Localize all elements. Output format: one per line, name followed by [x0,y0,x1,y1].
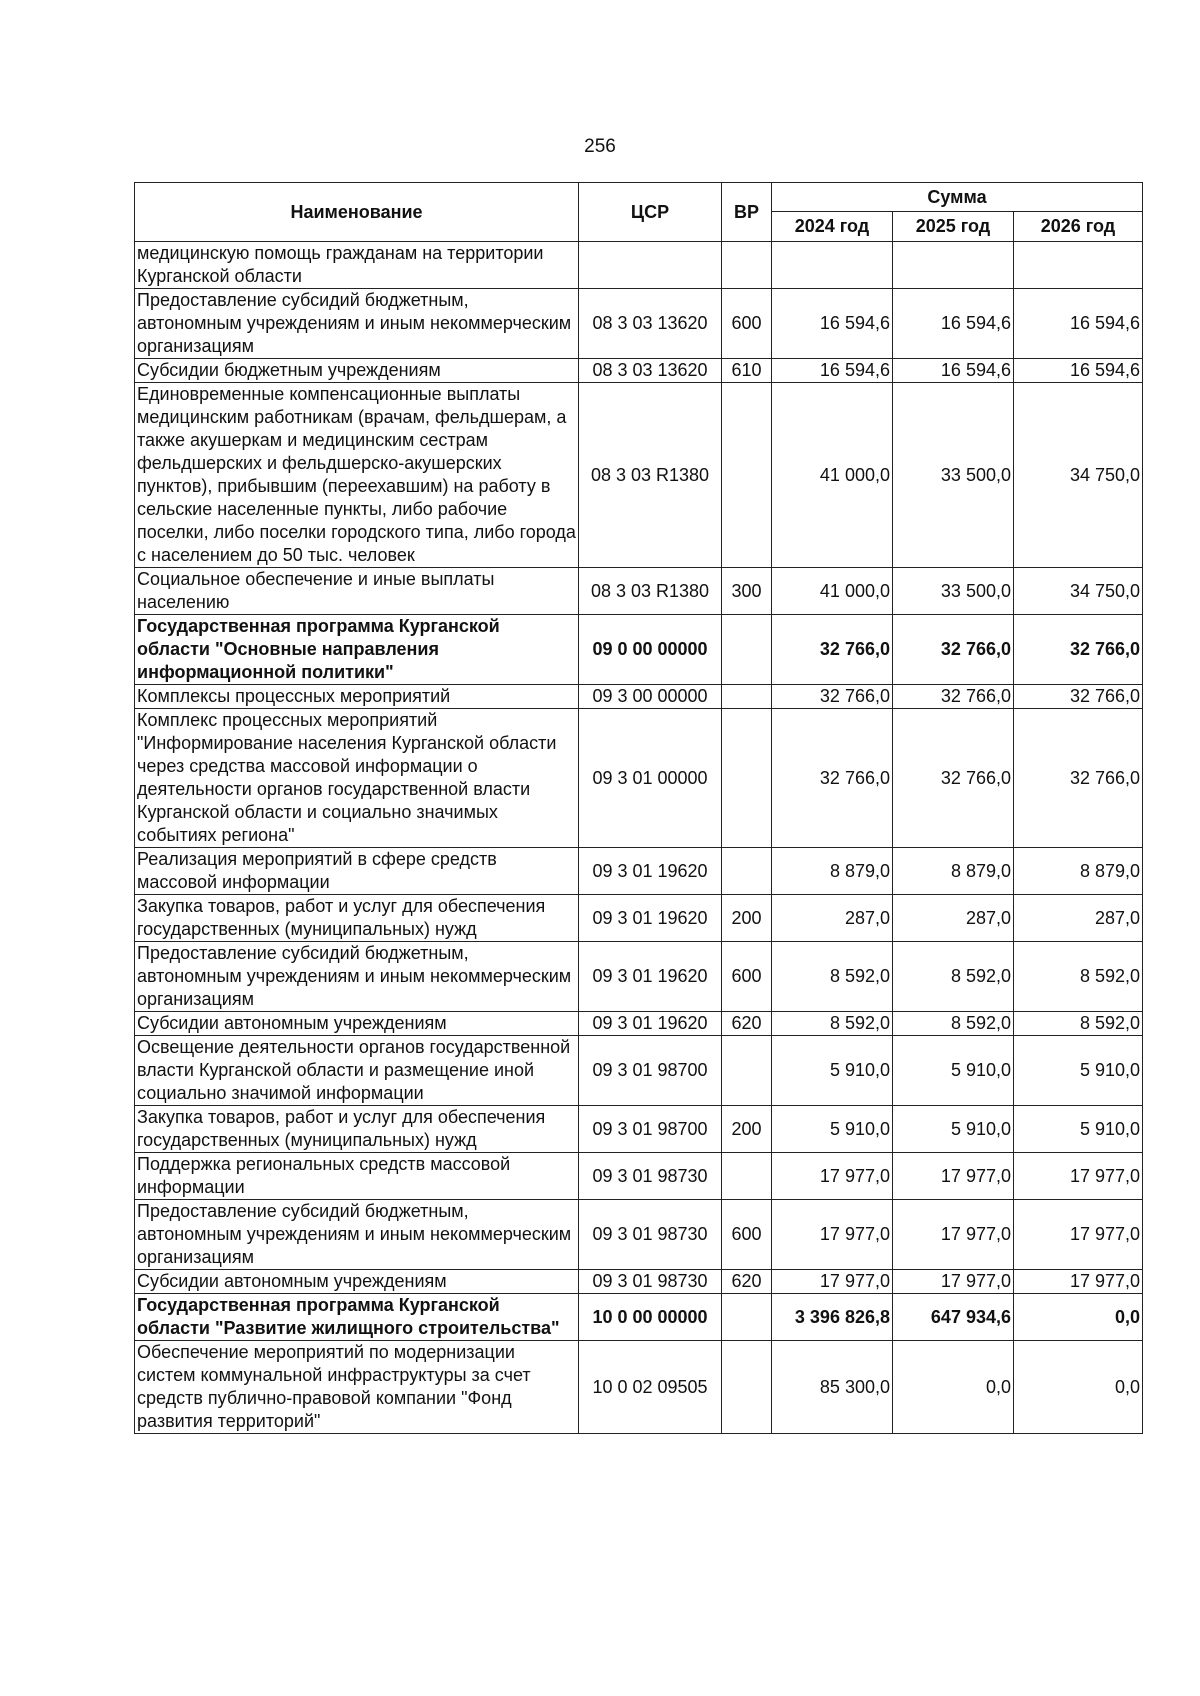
row-name-cell: Комплексы процессных мероприятий [135,685,579,709]
row-amount-2025: 17 977,0 [893,1200,1014,1270]
row-csr-cell: 09 3 01 98700 [579,1036,722,1106]
table-row [135,1294,1143,1341]
row-amount-2025: 8 592,0 [893,1012,1014,1036]
row-amount-2025 [893,242,1014,289]
row-amount-2026: 17 977,0 [1014,1270,1143,1294]
row-csr-cell: 09 3 01 00000 [579,709,722,848]
table-row [135,895,1143,942]
row-amount-2025: 16 594,6 [893,289,1014,359]
row-csr-cell: 09 3 01 98730 [579,1200,722,1270]
row-amount-2025: 0,0 [893,1341,1014,1434]
row-amount-2026: 8 592,0 [1014,1012,1143,1036]
row-amount-2024: 8 592,0 [772,942,893,1012]
row-amount-2025: 32 766,0 [893,685,1014,709]
row-csr-cell: 08 3 03 R1380 [579,383,722,568]
row-amount-2025: 33 500,0 [893,383,1014,568]
header-year-2024: 2024 год [772,212,893,242]
row-name-cell: Государственная программа Курганской области "Основные направления информационной политики" [135,615,579,685]
row-amount-2026: 32 766,0 [1014,685,1143,709]
row-name-cell: Государственная программа Курганской области "Развитие жилищного строительства" [135,1294,579,1341]
row-amount-2025: 5 910,0 [893,1106,1014,1153]
row-name-cell: Единовременные компенсационные выплаты медицинским работникам (врачам, фельдшерам, а также акушеркам и медицинским сестрам фельдшерских и фельдшерско-акушерских пунктов), прибывшим (переехавшим) на работу в сельские населенные пункты, либо рабочие поселки, либо поселки городского типа, либо города с населением до 50 тыс. человек [135,383,579,568]
header-year-2025: 2025 год [893,212,1014,242]
page-number: 256 [584,136,616,157]
row-csr-cell: 09 3 01 98730 [579,1153,722,1200]
row-vr-cell: 200 [722,1106,772,1153]
table-row [135,1153,1143,1200]
header-sum: Сумма [772,183,1143,212]
row-amount-2026: 8 592,0 [1014,942,1143,1012]
row-name-cell: медицинскую помощь гражданам на территории Курганской области [135,242,579,289]
row-vr-cell [722,1153,772,1200]
row-vr-cell: 620 [722,1270,772,1294]
table-row [135,289,1143,359]
row-vr-cell [722,685,772,709]
row-vr-cell: 200 [722,895,772,942]
row-vr-cell: 620 [722,1012,772,1036]
row-csr-cell [579,242,722,289]
header-year-2026: 2026 год [1014,212,1143,242]
row-amount-2024: 8 879,0 [772,848,893,895]
row-name-cell: Субсидии бюджетным учреждениям [135,359,579,383]
row-csr-cell: 09 3 01 19620 [579,895,722,942]
row-csr-cell: 09 3 01 19620 [579,1012,722,1036]
row-amount-2025: 8 592,0 [893,942,1014,1012]
row-amount-2024: 41 000,0 [772,383,893,568]
row-vr-cell: 600 [722,289,772,359]
row-amount-2025: 5 910,0 [893,1036,1014,1106]
row-amount-2025: 32 766,0 [893,709,1014,848]
row-name-cell: Социальное обеспечение и иные выплаты населению [135,568,579,615]
row-amount-2024: 17 977,0 [772,1270,893,1294]
table-row [135,615,1143,685]
row-amount-2026: 17 977,0 [1014,1153,1143,1200]
table-row [135,685,1143,709]
row-vr-cell: 600 [722,1200,772,1270]
row-amount-2025: 17 977,0 [893,1270,1014,1294]
row-vr-cell [722,848,772,895]
row-amount-2026: 0,0 [1014,1341,1143,1434]
row-vr-cell: 300 [722,568,772,615]
row-amount-2024: 5 910,0 [772,1106,893,1153]
row-amount-2024: 85 300,0 [772,1341,893,1434]
row-amount-2025: 33 500,0 [893,568,1014,615]
row-name-cell: Предоставление субсидий бюджетным, автономным учреждениям и иным некоммерческим организациям [135,1200,579,1270]
table-row [135,1036,1143,1106]
row-name-cell: Предоставление субсидий бюджетным, автономным учреждениям и иным некоммерческим организациям [135,289,579,359]
row-csr-cell: 09 3 01 98730 [579,1270,722,1294]
row-vr-cell [722,383,772,568]
row-csr-cell: 09 3 00 00000 [579,685,722,709]
row-amount-2025: 8 879,0 [893,848,1014,895]
row-name-cell: Поддержка региональных средств массовой информации [135,1153,579,1200]
row-vr-cell [722,709,772,848]
row-vr-cell: 600 [722,942,772,1012]
row-amount-2024: 16 594,6 [772,359,893,383]
row-amount-2024: 17 977,0 [772,1200,893,1270]
row-amount-2026: 8 879,0 [1014,848,1143,895]
row-name-cell: Закупка товаров, работ и услуг для обеспечения государственных (муниципальных) нужд [135,1106,579,1153]
row-csr-cell: 09 3 01 19620 [579,942,722,1012]
row-amount-2024: 32 766,0 [772,685,893,709]
table-row [135,1341,1143,1434]
row-amount-2024: 16 594,6 [772,289,893,359]
row-amount-2026: 34 750,0 [1014,383,1143,568]
row-vr-cell [722,1341,772,1434]
row-amount-2024: 5 910,0 [772,1036,893,1106]
row-name-cell: Обеспечение мероприятий по модернизации систем коммунальной инфраструктуры за счет средств публично-правовой компании "Фонд развития территорий" [135,1341,579,1434]
row-amount-2024: 32 766,0 [772,615,893,685]
table-row [135,709,1143,848]
row-csr-cell: 10 0 00 00000 [579,1294,722,1341]
row-name-cell: Реализация мероприятий в сфере средств массовой информации [135,848,579,895]
row-amount-2026 [1014,242,1143,289]
table-row [135,359,1143,383]
row-amount-2024: 8 592,0 [772,1012,893,1036]
row-name-cell: Субсидии автономным учреждениям [135,1012,579,1036]
row-vr-cell [722,242,772,289]
header-vr: ВР [722,183,772,242]
row-amount-2026: 287,0 [1014,895,1143,942]
row-amount-2024: 287,0 [772,895,893,942]
row-name-cell: Предоставление субсидий бюджетным, автономным учреждениям и иным некоммерческим организациям [135,942,579,1012]
table-header [135,183,1143,242]
row-vr-cell [722,1036,772,1106]
row-name-cell: Освещение деятельности органов государственной власти Курганской области и размещение иной социально значимой информации [135,1036,579,1106]
row-amount-2024 [772,242,893,289]
table-row [135,848,1143,895]
row-csr-cell: 08 3 03 13620 [579,359,722,383]
row-amount-2024: 41 000,0 [772,568,893,615]
table-row [135,242,1143,289]
table-row [135,1106,1143,1153]
table-body [135,242,1143,1434]
row-amount-2025: 647 934,6 [893,1294,1014,1341]
row-name-cell: Закупка товаров, работ и услуг для обеспечения государственных (муниципальных) нужд [135,895,579,942]
header-csr: ЦСР [579,183,722,242]
row-csr-cell: 08 3 03 R1380 [579,568,722,615]
table-row [135,568,1143,615]
row-csr-cell: 08 3 03 13620 [579,289,722,359]
row-amount-2026: 0,0 [1014,1294,1143,1341]
header-name: Наименование [135,183,579,242]
row-name-cell: Субсидии автономным учреждениям [135,1270,579,1294]
table-row [135,1200,1143,1270]
row-amount-2026: 5 910,0 [1014,1036,1143,1106]
row-name-cell: Комплекс процессных мероприятий "Информирование населения Курганской области через средства массовой информации о деятельности органов государственной власти Курганской области и социально значимых событиях региона" [135,709,579,848]
row-amount-2024: 32 766,0 [772,709,893,848]
table-row [135,1012,1143,1036]
row-amount-2026: 17 977,0 [1014,1200,1143,1270]
row-csr-cell: 09 0 00 00000 [579,615,722,685]
row-amount-2025: 16 594,6 [893,359,1014,383]
row-amount-2026: 32 766,0 [1014,615,1143,685]
row-csr-cell: 10 0 02 09505 [579,1341,722,1434]
row-vr-cell: 610 [722,359,772,383]
row-amount-2026: 32 766,0 [1014,709,1143,848]
row-amount-2025: 287,0 [893,895,1014,942]
row-amount-2024: 17 977,0 [772,1153,893,1200]
row-amount-2026: 16 594,6 [1014,359,1143,383]
table-row [135,383,1143,568]
row-vr-cell [722,1294,772,1341]
row-amount-2024: 3 396 826,8 [772,1294,893,1341]
row-vr-cell [722,615,772,685]
row-amount-2026: 16 594,6 [1014,289,1143,359]
row-amount-2025: 17 977,0 [893,1153,1014,1200]
budget-table [134,182,1143,1434]
row-csr-cell: 09 3 01 98700 [579,1106,722,1153]
row-amount-2026: 34 750,0 [1014,568,1143,615]
table-row [135,1270,1143,1294]
row-amount-2025: 32 766,0 [893,615,1014,685]
row-amount-2026: 5 910,0 [1014,1106,1143,1153]
row-csr-cell: 09 3 01 19620 [579,848,722,895]
table-row [135,942,1143,1012]
